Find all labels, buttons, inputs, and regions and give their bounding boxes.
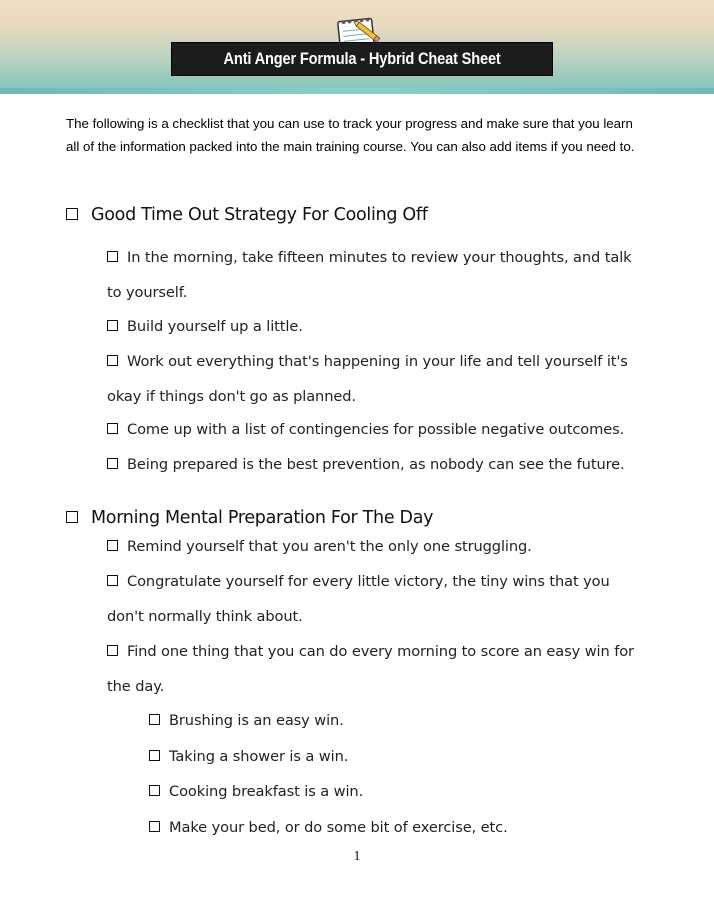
list-item-text: Being prepared is the best prevention, as nobody can see the future.: [127, 456, 625, 473]
checkbox-icon[interactable]: [107, 645, 118, 656]
sub-list-item: [149, 811, 649, 846]
sub-list-item-text: Brushing is an easy win.: [169, 712, 344, 729]
checkbox-icon[interactable]: [66, 208, 78, 220]
checkbox-icon[interactable]: [107, 458, 118, 469]
list-item: [107, 565, 632, 634]
sub-list-item-text: Taking a shower is a win.: [169, 748, 349, 765]
checkbox-icon[interactable]: [107, 251, 118, 262]
list-item: [107, 530, 667, 565]
intro-paragraph: The following is a checklist that you can use to track your progress and make sure that you learn all of the information packed into the main training course. You can also add items if you need to.: [66, 116, 635, 154]
checkbox-icon[interactable]: [149, 785, 160, 796]
list-item-text: Remind yourself that you aren't the only one struggling.: [127, 538, 532, 555]
checkbox-icon[interactable]: [149, 714, 160, 725]
title-bar: [171, 42, 553, 76]
section-heading-text: Good Time Out Strategy For Cooling Off: [91, 205, 428, 225]
sub-list-item-text: Make your bed, or do some bit of exercise, etc.: [169, 819, 508, 836]
list-item: [107, 345, 642, 414]
checkbox-icon[interactable]: [107, 355, 118, 366]
checkbox-icon[interactable]: [107, 575, 118, 586]
checkbox-icon[interactable]: [66, 511, 78, 523]
checkbox-icon[interactable]: [107, 423, 118, 434]
checkbox-icon[interactable]: [149, 750, 160, 761]
list-item-text: Find one thing that you can do every morning to score an easy win for the day.: [107, 643, 634, 695]
sub-list-item: [149, 775, 649, 810]
sub-list-item-text: Cooking breakfast is a win.: [169, 783, 364, 800]
list-item-text: Work out everything that's happening in your life and tell yourself it's okay if things don't go as planned.: [107, 353, 628, 405]
list-item-text: Build yourself up a little.: [127, 318, 303, 335]
section-heading-text: Morning Mental Preparation For The Day: [91, 508, 434, 528]
sub-list-item: [149, 740, 649, 775]
list-item: [107, 413, 667, 448]
document-title: Anti Anger Formula - Hybrid Cheat Sheet: [223, 49, 501, 68]
list-item: [107, 448, 667, 483]
checkbox-icon[interactable]: [149, 821, 160, 832]
section-heading: [66, 205, 428, 225]
list-item: [107, 241, 642, 310]
list-item-text: Congratulate yourself for every little victory, the tiny wins that you don't normally think about.: [107, 573, 610, 625]
list-item-text: In the morning, take fifteen minutes to review your thoughts, and talk to yourself.: [107, 249, 632, 301]
list-item: [107, 310, 642, 345]
checkbox-icon[interactable]: [107, 540, 118, 551]
sub-list-item: [149, 704, 649, 739]
list-item: [107, 635, 642, 704]
checkbox-icon[interactable]: [107, 320, 118, 331]
section-heading: [66, 508, 433, 528]
list-item-text: Come up with a list of contingencies for possible negative outcomes.: [127, 421, 625, 438]
page-number: 1: [353, 849, 361, 864]
